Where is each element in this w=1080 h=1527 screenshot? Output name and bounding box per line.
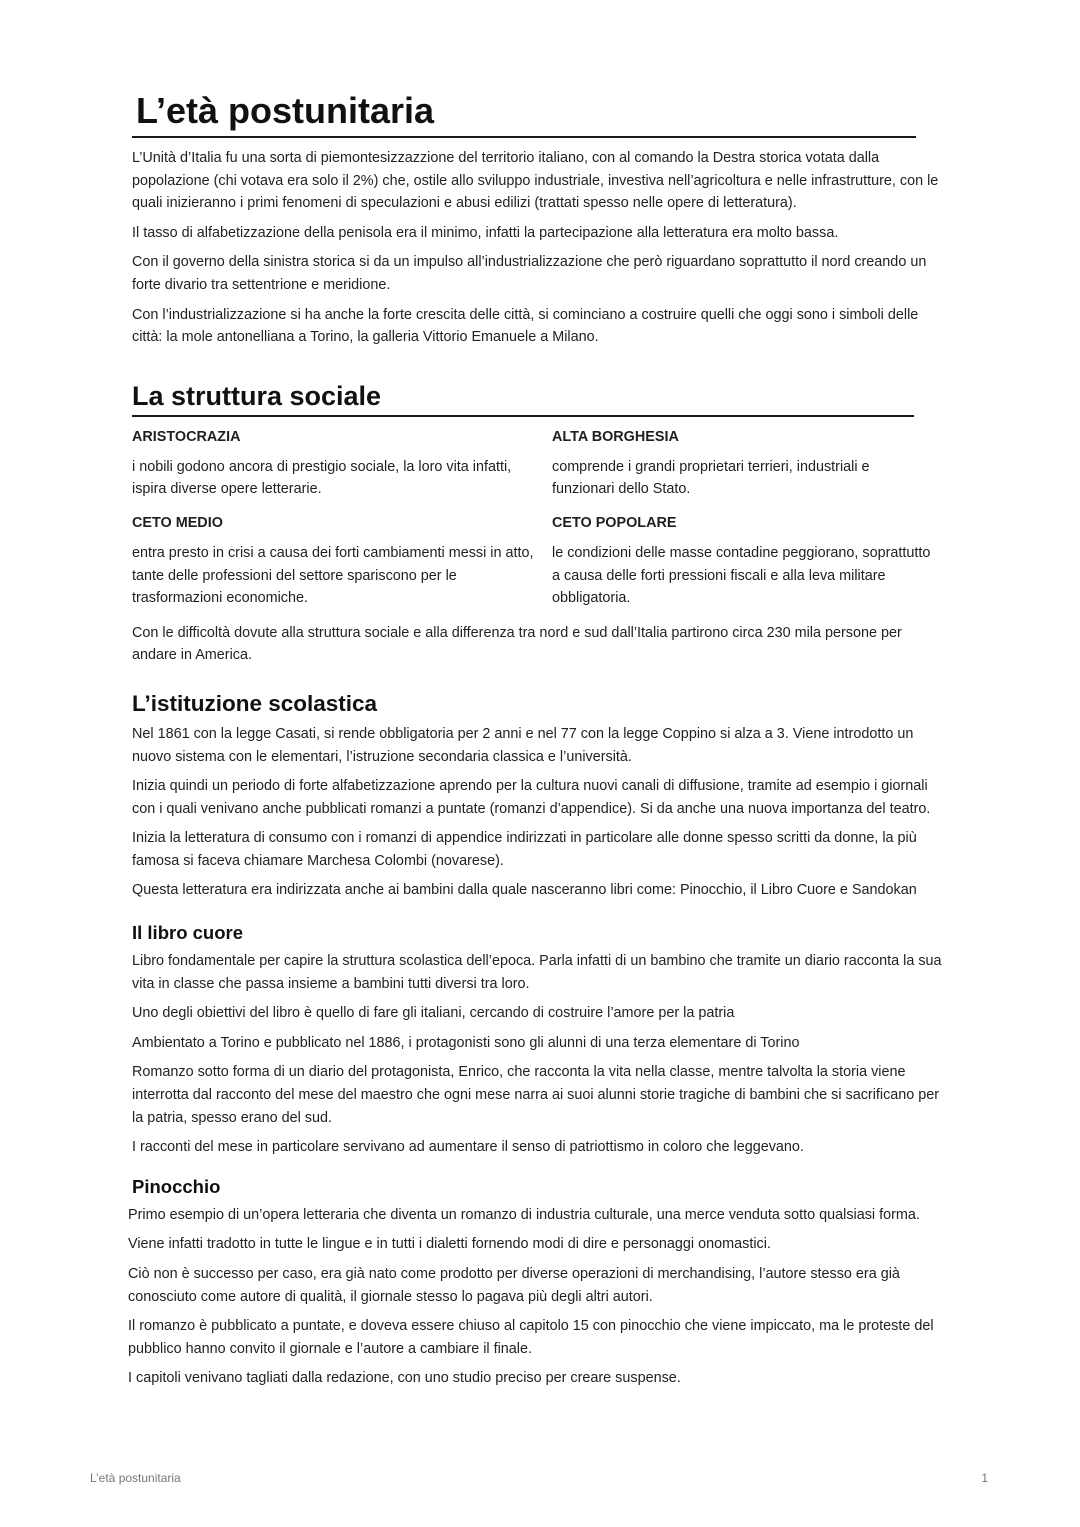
school-paragraph: Nel 1861 con la legge Casati, si rende obbligatoria per 2 anni e nel 77 con la legge Coppino si alza a 3. Viene introdotto un nuovo sistema con le elementari, l’istruzione secondaria classica e l’università. <box>132 725 914 765</box>
page-number: 1 <box>981 1471 988 1485</box>
cuore-paragraph: Romanzo sotto forma di un diario del protagonista, Enrico, che racconta la vita nella classe, mentre talvolta la storia viene interrotta dal racconto del mese del maestro che ogni mese narra ai suoi alunni storie tragiche di bambini che si sacrificano per la patria, spesso erano del sud. <box>132 1064 940 1126</box>
class-name: CETO POPOLARE <box>552 514 677 531</box>
pinocchio-paragraph: I capitoli venivano tagliati dalla redazione, con uno studio preciso per creare suspense. <box>128 1370 681 1387</box>
cuore-paragraph: I racconti del mese in particolare servivano ad aumentare il senso di patriottismo in coloro che leggevano. <box>132 1139 804 1156</box>
social-classes-grid <box>132 426 942 621</box>
section-heading-school: L’istituzione scolastica <box>132 690 378 716</box>
social-class-aristocrazia <box>132 426 552 512</box>
intro-paragraph: Con l’industrializzazione si ha anche la forte crescita delle città, si cominciano a costruire quelli che oggi sono i simboli delle città: la mole antonelliana a Torino, la galleria Vittorio Emanuele a Milano. <box>132 306 919 346</box>
pinocchio-paragraph: Primo esempio di un’opera letteraria che diventa un romanzo di industria culturale, una merce venduta sotto qualsiasi forma. <box>128 1206 920 1223</box>
social-class-alta-borghesia <box>552 426 942 512</box>
intro-paragraph: Con il governo della sinistra storica si da un impulso all’industrializzazione che però riguardano soprattutto il nord creando un forte divario tra settentrione e meridione. <box>132 254 927 293</box>
class-name: ALTA BORGHESIA <box>552 428 679 445</box>
title-divider <box>132 136 916 138</box>
class-description: i nobili godono ancora di prestigio sociale, la loro vita infatti, ispira diverse opere letterarie. <box>132 458 512 498</box>
social-after-paragraph: Con le difficoltà dovute alla struttura sociale e alla differenza tra nord e sud dall’Italia partirono circa 230 mila persone per andare in America. <box>132 624 902 664</box>
class-name: ARISTOCRAZIA <box>132 428 241 445</box>
social-class-ceto-medio <box>132 512 552 621</box>
class-description: comprende i grandi proprietari terrieri, industriali e funzionari dello Stato. <box>552 458 870 498</box>
section-heading-social: La struttura sociale <box>132 380 382 411</box>
cuore-paragraph: Ambientato a Torino e pubblicato nel 1886, i protagonisti sono gli alunni di una terza elementare di Torino <box>132 1034 800 1051</box>
class-name: CETO MEDIO <box>132 514 223 531</box>
section-heading-cuore: Il libro cuore <box>132 922 244 944</box>
pinocchio-paragraph: Ciò non è successo per caso, era già nato come prodotto per diverse operazioni di merchandising, l’autore stesso era già conosciuto come autore di qualità, il giornale stesso lo pagava più degli altri autori. <box>128 1266 900 1305</box>
school-paragraph: Questa letteratura era indirizzata anche ai bambini dalla quale nasceranno libri come: Pinocchio, il Libro Cuore e Sandokan <box>132 882 917 899</box>
school-paragraph: Inizia quindi un periodo di forte alfabetizzazione aprendo per la cultura nuovi canali di diffusione, tramite ad esempio i giornali con i quali venivano anche pubblicati romanzi a puntate (romanzi d’appendice). Si da anche una nuova importanza del teatro. <box>132 778 931 817</box>
intro-paragraph: L’Unità d’Italia fu una sorta di piemontesizzazzione del territorio italiano, con al comando la Destra storica votata dalla popolazione (chi votava era solo il 2%) che, ostile allo sviluppo industriale, investiva nell’agricoltura e nelle infrastrutture, con le quali inizieranno i primi fenomeni di speculazioni e abusi edilizi (trattati spesso nelle opere di letteratura). <box>132 150 939 212</box>
class-description: entra presto in crisi a causa dei forti cambiamenti messi in atto, tante delle professioni del settore spariscono per le trasformazioni economiche. <box>132 544 534 607</box>
cuore-paragraph: Uno degli obiettivi del libro è quello di fare gli italiani, cercando di costruire l’amore per la patria <box>132 1005 735 1022</box>
pinocchio-paragraph: Viene infatti tradotto in tutte le lingue e in tutti i dialetti fornendo modi di dire e personaggi onomastici. <box>128 1236 771 1253</box>
footer-title: L’età postunitaria <box>90 1471 181 1485</box>
document-page <box>128 88 942 1397</box>
pinocchio-paragraph: Il romanzo è pubblicato a puntate, e doveva essere chiuso al capitolo 15 con pinocchio che viene impiccato, ma le proteste del pubblico hanno convito il giornale e l’autore a cambiare il finale. <box>128 1318 934 1357</box>
school-paragraph: Inizia la letteratura di consumo con i romanzi di appendice indirizzati in particolare alle donne spesso scritti da donne, la più famosa si faceva chiamare Marchesa Colombi (novarese). <box>132 830 917 869</box>
section-heading-pinocchio: Pinocchio <box>132 1175 221 1197</box>
intro-paragraph: Il tasso di alfabetizzazione della penisola era il minimo, infatti la partecipazione alla letteratura era molto bassa. <box>132 224 839 241</box>
page-title: L’età postunitaria <box>136 90 435 131</box>
cuore-paragraph: Libro fondamentale per capire la struttura scolastica dell’epoca. Parla infatti di un bambino che tramite un diario racconta la sua vita in classe che passa insieme a bambini tutti diversi tra loro. <box>132 953 942 992</box>
class-description: le condizioni delle masse contadine peggiorano, soprattutto a causa delle forti pressioni fiscali e alla leva militare obbligatoria. <box>552 544 931 607</box>
social-class-ceto-popolare <box>552 512 942 621</box>
section-divider <box>132 415 914 417</box>
